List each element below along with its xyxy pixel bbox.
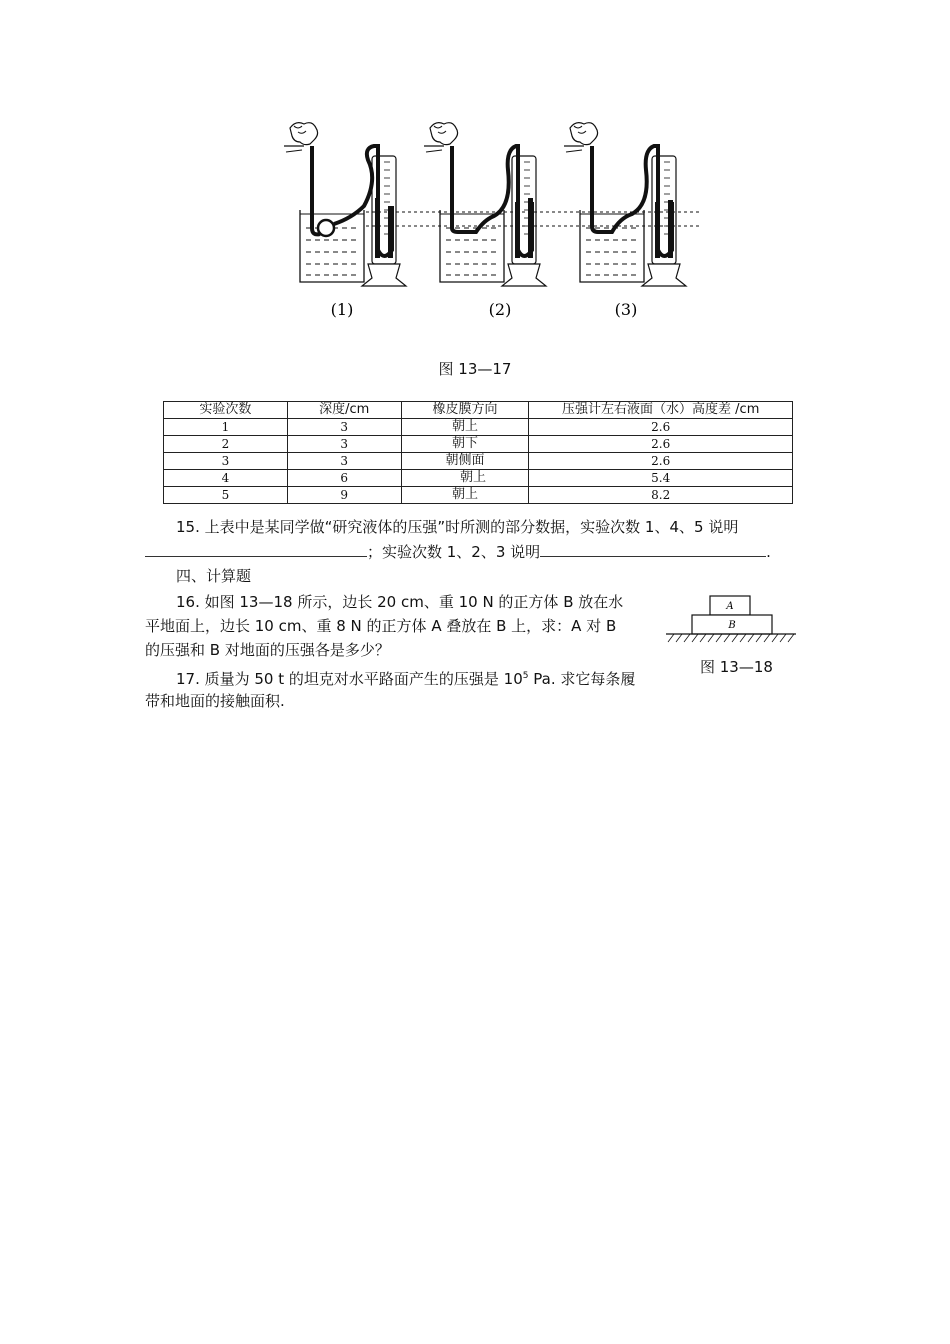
question-15-end: . <box>766 543 771 561</box>
question-16-line1: 16. 如图 13—18 所示，边长 20 cm、重 10 N 的正方体 B 放在水 <box>176 593 624 611</box>
question-17-text-b: Pa. 求它每条履 <box>528 670 636 688</box>
section-heading-calculation: 四、计算题 <box>176 567 252 585</box>
cell-direction: 朝上 <box>401 470 529 487</box>
header-depth: 深度/cm <box>287 402 401 419</box>
cell-direction: 朝上 <box>401 487 529 504</box>
question-15-mid: ；实验次数 1、2、3 说明 <box>367 543 541 561</box>
cell-trial: 2 <box>164 436 288 453</box>
cell-trial: 3 <box>164 453 288 470</box>
cell-direction: 朝下 <box>401 436 529 453</box>
cell-depth: 3 <box>287 436 401 453</box>
question-17-exponent: 5 <box>522 671 529 681</box>
cell-height-difference: 2.6 <box>529 436 793 453</box>
question-15-line2 <box>145 540 805 564</box>
question-16-line3: 的压强和 B 对地面的压强各是多少？ <box>145 641 390 659</box>
answer-blank-1[interactable] <box>145 540 367 557</box>
question-17-text-a: 17. 质量为 50 t 的坦克对水平路面产生的压强是 10 <box>176 670 523 688</box>
cell-depth: 3 <box>287 419 401 436</box>
header-trial: 实验次数 <box>164 402 288 419</box>
block-a-label: A <box>726 601 734 612</box>
cell-trial: 5 <box>164 487 288 504</box>
table-row <box>164 436 793 453</box>
figure-13-17 <box>282 110 702 325</box>
figure-13-18-caption: 图 13—18 <box>700 658 773 676</box>
cell-trial: 4 <box>164 470 288 487</box>
cell-height-difference: 2.6 <box>529 453 793 470</box>
cell-depth: 9 <box>287 487 401 504</box>
figure-13-18 <box>660 592 800 652</box>
cell-direction: 朝上 <box>401 419 529 436</box>
table-row <box>164 419 793 436</box>
table-row <box>164 453 793 470</box>
question-17-line2: 带和地面的接触面积. <box>145 692 285 710</box>
question-15-line1: 15. 上表中是某同学做“研究液体的压强”时所测的部分数据，实验次数 1、4、5 说明 <box>176 518 739 536</box>
figure-label-3: (3) <box>614 300 638 319</box>
header-membrane-direction: 橡皮膜方向 <box>401 402 529 419</box>
answer-blank-2[interactable] <box>540 540 766 557</box>
block-b-label: B <box>728 620 736 631</box>
question-16-line2: 平地面上，边长 10 cm、重 8 N 的正方体 A 叠放在 B 上，求：A 对 B <box>145 617 617 635</box>
header-height-difference: 压强计左右液面（水）高度差 /cm <box>529 402 793 419</box>
cell-height-difference: 2.6 <box>529 419 793 436</box>
ground-hatching <box>668 634 794 642</box>
table-header-row <box>164 402 793 419</box>
cell-direction: 朝侧面 <box>401 453 529 470</box>
table-row <box>164 487 793 504</box>
figure-13-17-caption: 图 13—17 <box>438 360 512 378</box>
cell-trial: 1 <box>164 419 288 436</box>
figure-label-1: (1) <box>330 300 354 319</box>
question-17-line1 <box>176 664 635 691</box>
cell-depth: 6 <box>287 470 401 487</box>
cell-depth: 3 <box>287 453 401 470</box>
cell-height-difference: 8.2 <box>529 487 793 504</box>
table-row <box>164 470 793 487</box>
figure-label-2: (2) <box>488 300 512 319</box>
cell-height-difference: 5.4 <box>529 470 793 487</box>
experiment-table <box>163 401 793 504</box>
